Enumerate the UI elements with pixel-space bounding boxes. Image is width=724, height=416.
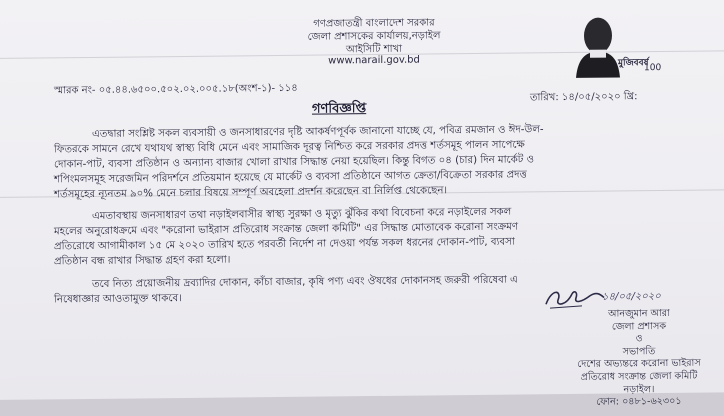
paragraph-3-line: নিষেধাজ্ঞার আওতামুক্ত থাকবে। — [54, 293, 182, 306]
signatory-role: সভাপতি — [622, 345, 656, 358]
signatory-name: আনজুমান আরা — [608, 307, 670, 320]
header-office: জেলা প্রশাসকের কার্যালয়,নড়াইল — [307, 30, 441, 43]
paragraph-1-line: এতদ্বারা সংশ্লিষ্ট সকল ব্যবসায়ী ও জনসাধারণের দৃষ্টি আকর্ষণপূর্বক জানানো যাচ্ছে যে, পবিত্র রমজান ও ঈদ-উল- — [92, 124, 544, 140]
paragraph-1-line: শপিংমলসমূহ সরেজমিন পরিদর্শনে প্রতিয়মান হয়েছে যে মার্কেট ও ব্যবসা প্রতিষ্ঠানে আগত ক্রেতা/বিক্রেতা সরকার প্রদত্ত — [54, 169, 527, 186]
header-govt: গণপ্রজাতন্ত্রী বাংলাদেশ সরকার — [313, 17, 435, 30]
committee-line-2: প্রতিরোধ সংক্রান্ত জেলা কমিটি — [580, 370, 698, 383]
memo-reference: স্মারক নং- ০৫.৪৪.৬৫০০.৫০২.০২.০০৫.১৮(অংশ-১)- ১১৪ — [54, 82, 298, 97]
paragraph-2-line: এমতাবস্থায় জনসাধারণ তথা নড়াইলবাসীর স্বাস্থ্য সুরক্ষা ও মৃত্যু ঝুঁকির কথা বিবেচনা করে নড়াইলের সকল — [92, 206, 512, 222]
paragraph-2-line: প্রতিরোধে আগামীকাল ১৫ মে ২০২০ তারিখ হতে পরবর্তী নির্দেশ না দেওয়া পর্যন্ত সকল ধরনের দোকান-পাট, ব্যবসা — [54, 236, 515, 253]
paragraph-1-line: শর্তসমূহের ন্যূনতম ৯০% মেনে চলার বিষয়ে সম্পূর্ণ অবহেলা প্রদর্শন করেছেন বা নির্লিপ্ত থেকেছেন। — [54, 185, 448, 201]
paragraph-3-line: তবে নিত্য প্রয়োজনীয় দ্রব্যাদির দোকান, কাঁচা বাজার, কৃষি পণ্য এবং ঔষধের দোকানসহ জরুরী পরিষেবা এ — [92, 274, 518, 290]
signatory-designation: জেলা প্রশাসক — [611, 320, 667, 333]
header-website: www.narail.gov.bd — [328, 54, 420, 67]
committee-line-1: দেশের অভ্যন্তরে করোনা ভাইরাস — [577, 357, 701, 371]
paragraph-1-line: ফিতরকে সামনে রেখে যথাযথ স্বাস্থ্য বিধি মেনে এবং সামাজিক দূরত্ব নিশ্চিত করে সরকার প্রদত্ত শর্তসমূহ পালন সাপেক্ষে — [54, 139, 525, 156]
signatory-and: ও — [635, 333, 643, 345]
signatory-phone: ফোন: ০৪৮১-৬২৩০১ — [596, 395, 682, 408]
signature-block — [574, 308, 704, 410]
paragraph-2-line: মহলের অনুরোধক্রমে এবং "করোনা ভাইরাস প্রতিরোধ সংক্রান্ত জেলা কমিটি" এর সিদ্ধান্ত মোতাবেক করোনা সংক্রমণ — [54, 221, 519, 238]
notice-title: গণবিজ্ঞপ্তি — [312, 101, 367, 117]
mujib-borsho-logo — [554, 0, 672, 80]
signatory-place: নড়াইল। — [623, 383, 655, 395]
logo-text: মুজিববর্ষ — [618, 58, 649, 69]
memo-date: তারিখ: ১৪/০৫/২০২০ খ্রি: — [530, 91, 638, 104]
logo-number: 100 — [644, 63, 662, 74]
paragraph-2-line: প্রতিষ্ঠান বন্ধ রাখার সিদ্ধান্ত গ্রহণ করা হলো। — [54, 254, 231, 268]
paragraph-1-line: দোকান-পাট, ব্যবসা প্রতিষ্ঠান ও অন্যান্য বাজার খোলা রাখার সিদ্ধান্ত নেয়া হয়েছিল। কিন্তু বিগত ০৪ (চার) দিন মার্কেট ও — [54, 154, 535, 171]
handwritten-date: ১৪/০৫/২০২০ — [602, 291, 661, 303]
header-branch: আইসিটি শাখা — [345, 43, 403, 56]
